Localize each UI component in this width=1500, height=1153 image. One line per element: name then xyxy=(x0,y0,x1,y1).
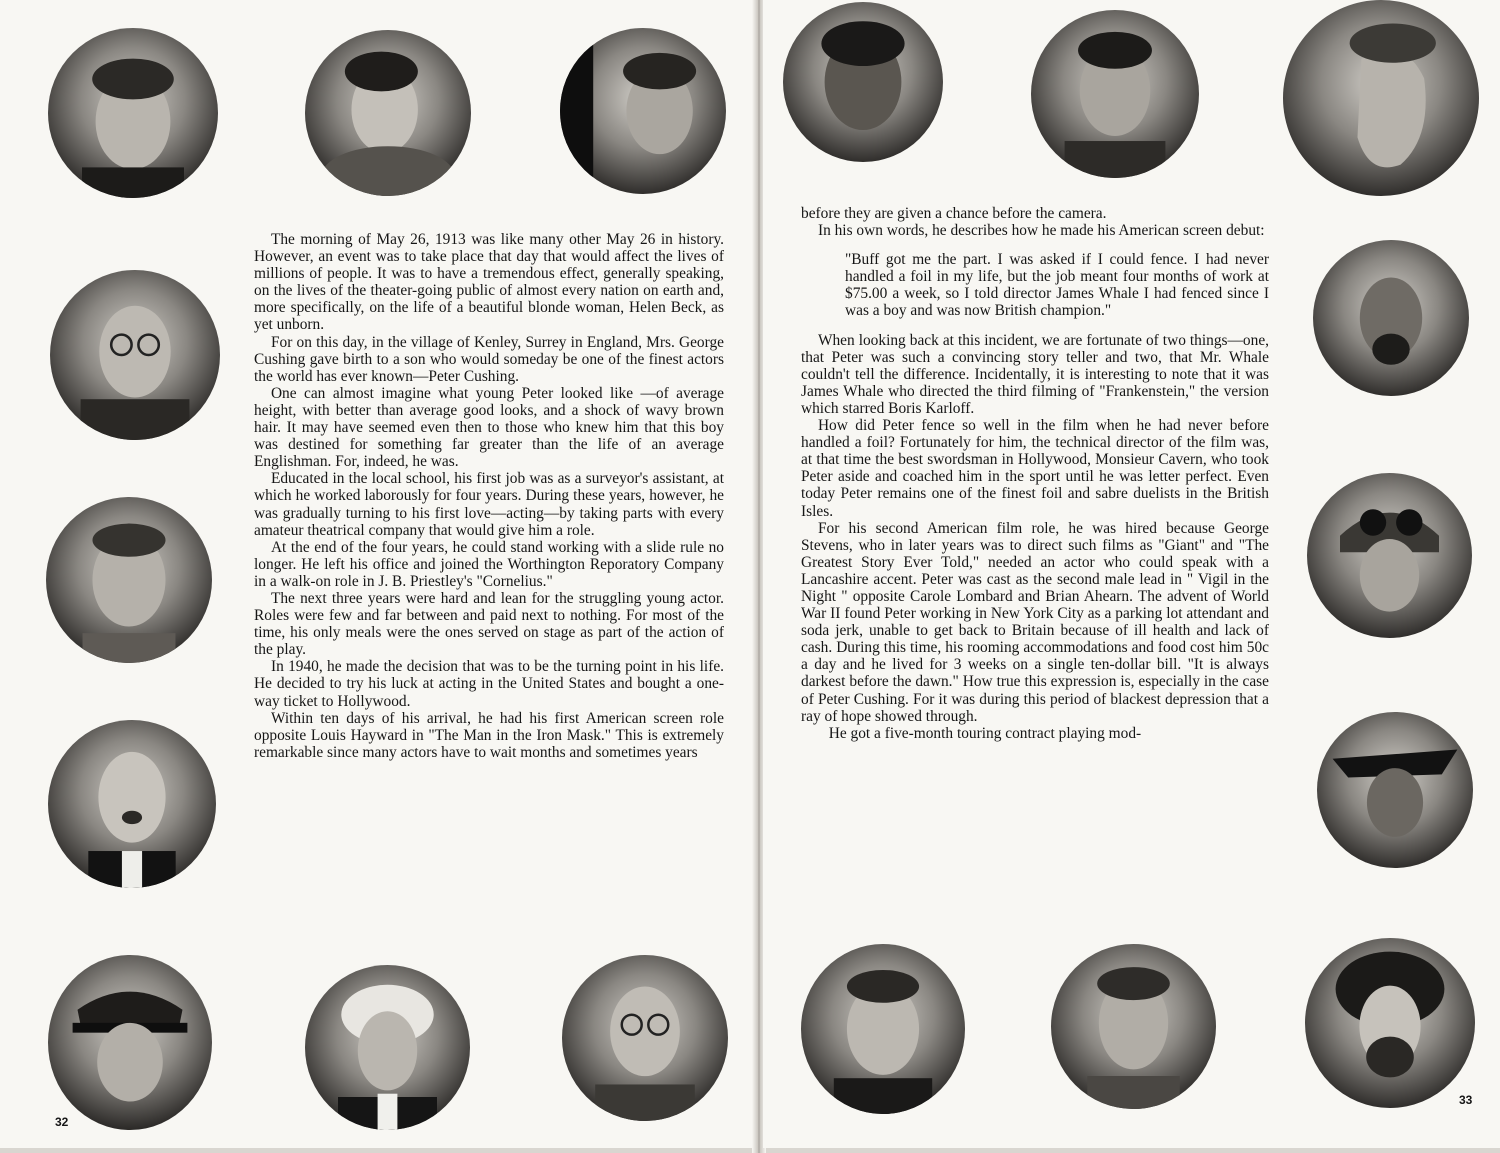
portrait-photo xyxy=(1283,0,1479,196)
portrait-photo xyxy=(305,30,471,196)
portrait-photo xyxy=(1313,240,1469,396)
article-paragraph: before they are given a chance before the camera. xyxy=(801,205,1107,222)
portrait-photo xyxy=(50,270,220,440)
article-paragraph: For on this day, in the village of Kenley, Surrey in England, Mrs. George Cushing gave birth to a son who would someday be one of the finest actors the world has ever known—Peter Cushing. xyxy=(254,333,724,385)
article-paragraph: The morning of May 26, 1913 was like many other May 26 in history. However, an event was to take place that day that would affect the lives of millions of people. It was to have a tremendous effect, generally speaking, on the lives of the theater-going public of almost every nation on earth and, more specifically, on the life of a beautiful blonde woman, Helen Beck, as yet unborn. xyxy=(254,231,724,334)
portrait-photo xyxy=(1307,473,1472,638)
portrait-photo xyxy=(1051,944,1216,1109)
portrait-photo xyxy=(1031,10,1199,178)
portrait-photo xyxy=(560,28,726,194)
article-paragraph: At the end of the four years, he could stand working with a slide rule no longer. He left his office and joined the Worthington Reporatory Company in a walk-on role in J. B. Priestley's "Cornelius." xyxy=(254,538,724,590)
article-paragraph: Educated in the local school, his first job was as a surveyor's assistant, at which he worked laborously for four years. During these years, however, he was gradually turning to his first love—acting—by taking parts with every amateur theatrical company that would give him a role. xyxy=(254,470,724,539)
portrait-photo xyxy=(48,955,212,1130)
right-article-column xyxy=(801,205,1269,742)
portrait-photo xyxy=(48,720,216,888)
article-paragraph: For his second American film role, he was hired because George Stevens, who in later years was to direct such films as "Giant" and "The Greatest Story Ever Told," needed an actor who could speak with a Lancashire accent. Peter was cast as the second male lead in " Vigil in the Night " opposite Carole Lombard and Brian Ahearn. The advent of World War II found Peter working in New York City as a parking lot attendant and soda jerk, unable to get back to Britain because of ill health and lack of cash. During this time, his rooming accommodations and food cost him 50c a day and he lived for 3 weeks on a single ten-dollar bill. "It is always darkest before the dawn." How true this expression is, especially in the case of Peter Cushing. For it was during this period of blackest depression that a ray of hope showed through. xyxy=(801,519,1269,725)
article-paragraph: He got a five-month touring contract playing mod- xyxy=(828,724,1142,742)
page-number: 33 xyxy=(1459,1093,1473,1107)
portrait-photo xyxy=(1305,938,1475,1108)
portrait-photo xyxy=(46,497,212,663)
article-paragraph: Within ten days of his arrival, he had his first American screen role opposite Louis Hayward in "The Man in the Iron Mask." This is extremely remarkable since many actors have to wait months and sometimes years xyxy=(254,709,724,761)
portrait-photo xyxy=(48,28,218,198)
portrait-photo xyxy=(801,944,965,1114)
portrait-photo xyxy=(783,2,943,162)
right-page xyxy=(763,0,1500,1148)
portrait-photo xyxy=(305,965,470,1130)
left-article-column xyxy=(254,231,724,761)
portrait-photo xyxy=(1317,712,1473,868)
article-paragraph: In 1940, he made the decision that was to be the turning point in his life. He decided to try his luck at acting in the United States and bought a one-way ticket to Hollywood. xyxy=(254,658,724,710)
article-paragraph: The next three years were hard and lean for the struggling young actor. Roles were few and far between and paid next to nothing. For most of the time, his only meals were the ones served on stage as part of the action of the play. xyxy=(254,589,724,659)
portrait-photo xyxy=(562,955,728,1121)
article-paragraph: In his own words, he describes how he made his American screen debut: xyxy=(817,222,1265,240)
pull-quote: "Buff got me the part. I was asked if I could fence. I had never handled a foil in my life, but the job meant four months of work at $75.00 a week, so I told director James Whale I had fenced since I was a boy and was now British champion." xyxy=(845,251,1269,320)
article-paragraph: How did Peter fence so well in the film when he had never before handled a foil? Fortunately for him, the technical director of the film was, at that time the best swordsman in Hollywood, Monsieur Cavern, who took Peter aside and coached him in the sport until he was letter perfect. Even today Peter remains one of the finest foil and sabre duelists in the British Isles. xyxy=(801,417,1269,520)
article-paragraph: When looking back at this incident, we are fortunate of two things—one, that Peter was such a convincing story teller and two, that Mr. Whale couldn't tell the difference. Incidentally, it is interesting to note that it was James Whale who directed the third filming of "Frankenstein," the version which starred Boris Karloff. xyxy=(801,331,1269,417)
article-paragraph: One can almost imagine what young Peter looked like —of average height, with better than average good looks, and a shock of wavy brown hair. It may have seemed even then to those who knew him that this boy was destined for something far greater than the life of an average Englishman. For, indeed, he was. xyxy=(254,384,724,471)
page-number: 32 xyxy=(55,1115,69,1129)
